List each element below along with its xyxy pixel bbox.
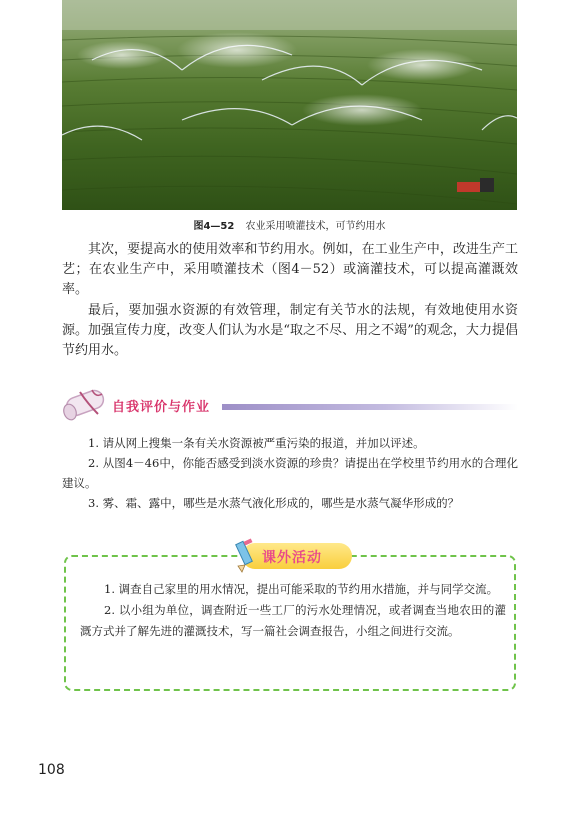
activity-item-2: 2. 以小组为单位，调查附近一些工厂的污水处理情况，或者调查当地农田的灌溉方式并了解先进的灌溉技术，写一篇社会调查报告，小组之间进行交流。 [80,603,506,638]
section-divider-bar [222,404,518,410]
activity-item-1: 1. 调查自己家里的用水情况，提出可能采取的节约用水措施，并与同学交流。 [104,582,499,596]
figure-caption-text: 农业采用喷灌技术，可节约用水 [245,221,386,232]
body-paragraph-1: 其次，要提高水的使用效率和节约用水。例如，在工业生产中，改进生产工艺；在农业生产中，采用喷灌技术（图4－52）或滴灌技术，可以提高灌溉效率。 [62,242,518,297]
irrigation-photo [62,0,517,210]
field-illustration [62,0,517,210]
figure-number: 图4—52 [193,221,235,232]
homework-item-1: 1. 请从网上搜集一条有关水资源被严重污染的报道，并加以评述。 [88,436,425,450]
homework-item-2: 2. 从图4－46中，你能否感受到淡水资源的珍贵？请提出在学校里节约用水的合理化建议。 [62,456,518,490]
activity-list [80,579,506,642]
page-number: 108 [38,762,65,778]
homework-list [62,433,518,513]
activity-badge [228,538,358,574]
homework-item-3: 3. 雾、霜、露中，哪些是水蒸气液化形成的，哪些是水蒸气凝华形成的？ [88,496,460,510]
body-paragraph-2: 最后，要加强水资源的有效管理，制定有关节水的法规，有效地使用水资源。加强宣传力度，改变人们认为水是“取之不尽、用之不竭”的观念，大力提倡节约用水。 [62,303,518,358]
self-eval-header [62,384,518,424]
activity-title: 课外活动 [262,550,322,566]
paper-scroll-icon [62,384,112,424]
self-eval-title: 自我评价与作业 [112,400,211,415]
pencil-icon [228,538,262,574]
figure-caption [0,217,579,232]
